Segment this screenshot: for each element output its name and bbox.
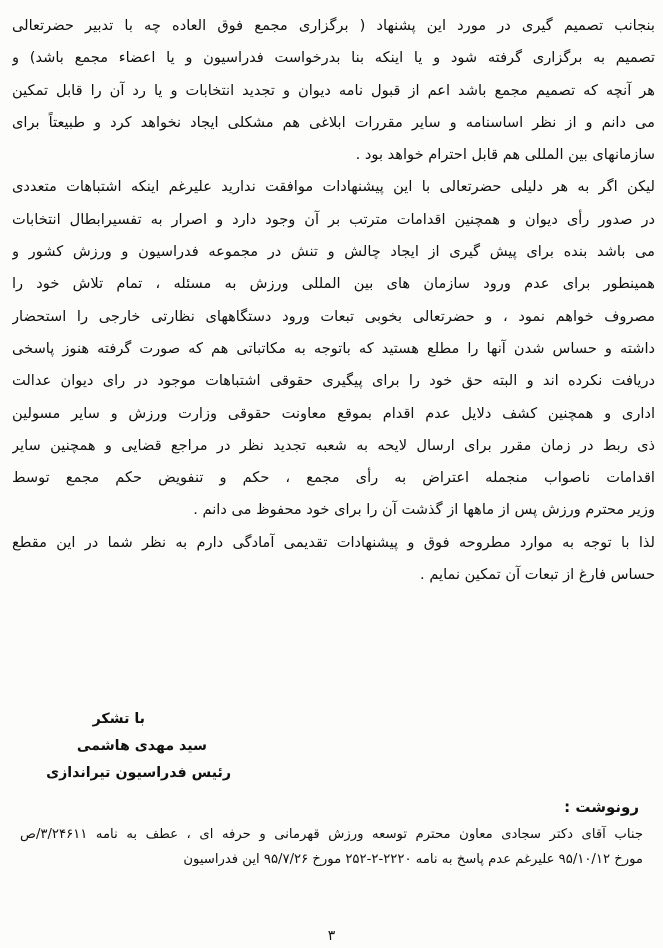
- body-line: همینطور برای عدم ورود سازمان های بین المللی ورزش به مسئله ، تمام تلاش خود را: [12, 275, 655, 293]
- body-line: تصمیم به برگزاری گرفته شود و یا اینکه بنا بدرخواست فدراسیون و یا اعضاء مجمع باشد) و: [12, 49, 655, 67]
- body-line: بنجانب تصمیم گیری در مورد این پشنهاد ( برگزاری مجمع فوق العاده چه با تدبیر حضرتعالی: [12, 17, 655, 34]
- body-line: دریافت نکرده اند و البته حق خود را برای پیگیری حقوقی اشتباهات موجود در رای دیوان عدالت: [12, 372, 655, 390]
- copy-heading: رونوشت :: [564, 798, 639, 816]
- signature-title: رئیس فدراسیون تیراندازی: [46, 765, 231, 781]
- body-line: می دانم و از نظر اساسنامه و سایر مقررات ابلاغی هم مشکلی ایجاد نخواهد کرد و طبیعتاً برای: [12, 113, 655, 131]
- body-line: وزیر محترم ورزش پس از ماهها از گذشت آن را برای خود محفوظ می دانم .: [193, 501, 655, 519]
- body-line: لیکن اگر به هر دلیلی حضرتعالی با این پیشنهادات موافقت ندارید علیرغم اینکه اشتباهات متعددی: [12, 178, 655, 196]
- signature-block: [46, 706, 231, 787]
- body-line: می باشد بنده برای پیش گیری از ایجاد چالش و تنش در مجموعه فدراسیون و ورزش کشور و: [12, 243, 655, 261]
- body-line: ذی ربط در زمان مقرر برای ارسال لایحه به شعبه تجدید نظر در مراجع قضایی و همچنین سایر: [12, 436, 655, 454]
- body-line: هر آنچه که تصمیم مجمع باشد اعم از قبول نامه دیوان و تجدید انتخابات و یا رد آن را قابل تمکین: [12, 81, 655, 99]
- body-line: در صدور رأی دیوان و همچنین اقدامات مترتب بر آن وجود دارد و اصرار به تفسیرابطال انتخابات: [12, 210, 655, 228]
- page-number: ۳: [327, 928, 336, 944]
- copy-line: جناب آقای دکتر سجادی معاون محترم توسعه ورزش قهرمانی و حرفه ای ، عطف به نامه ۳/۲۴۶۱۱/ص: [20, 827, 643, 842]
- copy-recipients: [20, 822, 643, 872]
- copy-line: مورخ ۹۵/۱۰/۱۲ علیرغم عدم پاسخ به نامه ۲۲۲۰-۲-۲۵۲ مورخ ۹۵/۷/۲۶ این فدراسیون: [183, 852, 643, 867]
- body-line: اقدامات ناصواب منجمله اعتراض به رأی مجمع ، حکم و تنفویض حکم مجمع توسط: [12, 469, 655, 487]
- body-line: لذا با توجه به موارد مطروحه فوق و پیشنهادات تقدیمی آمادگی دارم به نظر شما در این مقطع: [12, 533, 655, 551]
- signature-closing: با تشکر: [92, 711, 145, 727]
- body-line: سازمانهای بین المللی هم قابل احترام خواهد بود .: [355, 146, 655, 164]
- body-line: اداری و همچنین کشف دلایل عدم اقدام بموقع معاونت حقوقی وزارت ورزش و سایر مسولین: [12, 404, 655, 422]
- body-line: داشته و حساس شدن آنها را مطلع هستید که باتوجه به مکاتباتی هم که صورت گرفته هنوز پاسخی: [12, 339, 655, 357]
- body-line: مصروف خواهم نمود ، و حضرتعالی بخوبی تبعات ورود دستگاههای نظارتی خارجی را استحضار: [12, 307, 655, 325]
- body-line: حساس فارغ از تبعات آن تمکین نمایم .: [420, 566, 655, 584]
- signature-name: سید مهدی هاشمی: [76, 738, 207, 754]
- letter-body: [12, 10, 655, 591]
